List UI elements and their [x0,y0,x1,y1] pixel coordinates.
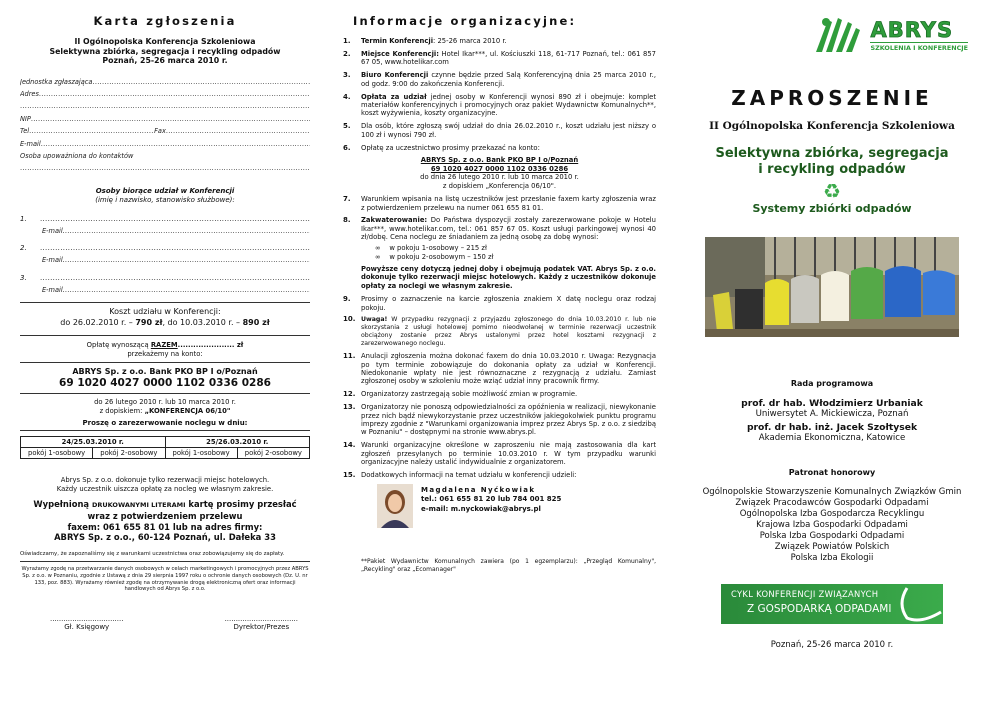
field-contact-person[interactable] [20,148,310,160]
signature-line: ................................. [50,614,124,623]
participant-number: 1. [20,215,27,224]
divider [20,362,310,363]
list-item [343,441,656,466]
item-number: 11. [343,352,356,361]
field-tel-label: Tel [20,127,30,136]
item-label: Zakwaterowanie: [361,216,428,225]
participant-2-email[interactable] [20,252,310,264]
contact-name: Magdalena Nyćkowiak [421,485,536,494]
divider [20,335,310,336]
abrys-logo [684,10,980,60]
recycling-bins-image [705,237,959,337]
item-text [361,37,656,45]
list-item [343,93,656,118]
conference-topic: Selektywna zbiórka, segregacja i recykling odpadów [49,46,281,56]
room-option-cell[interactable]: pokój 1-osobowy [21,448,93,459]
contact-card [343,484,656,528]
item-number: 5. [343,122,351,131]
booking-note-line: Każdy uczestnik uiszcza opłatę za nocleg we własnym zakresie. [56,484,274,493]
item-number: 14. [343,441,356,450]
patron-item: Polska Izba Gospodarki Odpadami [759,531,905,541]
signature-label: Dyrektor/Prezes [233,622,290,631]
participant-1-email[interactable] [20,223,310,235]
payment-section [20,341,310,358]
patronage-title: Patronat honorowy [788,468,876,477]
participants-title: Osoby biorące udział w Konferencji [95,186,235,195]
fax-instructions [20,499,310,542]
bullet-icon: ∞ [375,252,390,261]
conference-name: II Ogólnopolska Konferencja Szkoleniowa [74,37,256,46]
item-number: 7. [343,195,351,204]
contact-phone: tel.: 061 655 81 20 lub 784 001 825 [421,495,562,504]
info-title: Informacje organizacyjne: [353,14,577,28]
signature-accountant[interactable] [50,615,123,631]
contact-photo [377,484,413,528]
deadline-note: „KONFERENCJA 06/10" [144,406,231,415]
hotel-date-header: 24/25.03.2010 r. [21,437,166,448]
patrons-list [684,487,980,564]
table-row [21,448,310,459]
fax-line-4: ABRYS Sp. z o.o., 60-124 Poznań, ul. Dałeka 33 [54,532,276,543]
room-price-item [375,244,656,252]
cost-mid: , do 10.03.2010 r. – [162,317,243,327]
signatures [20,615,310,631]
patron-item: Związek Pracodawców Gospodarki Odpadami [735,498,929,508]
item-number: 15. [343,471,356,480]
divider [20,393,310,394]
topic-line: Selektywna zbiórka, segregacja [715,146,949,161]
list-item [343,403,656,437]
room-option-cell[interactable]: pokój 1-osobowy [165,448,237,459]
item-text: Organizatorzy zastrzegają sobie możliwość zmian w programie. [361,390,578,399]
banner-line-1: CYKL KONFERENCJI ZWIĄZANYCH [731,589,879,599]
bank-account: 69 1020 4027 0000 1102 0336 0286 [59,377,271,390]
field-address-label: Adres [20,89,39,98]
footnote: **Pakiet Wydawnictw Komunalnych zawiera (po 1 egzemplarzu): „Przegląd Komunalny", „Recykling" oraz „Ecomanager" [361,557,656,573]
signature-line: ................................. [224,614,298,623]
fax-line-3: faxem: 061 655 81 01 lub na adres firmy: [67,521,263,532]
cost-amount-late: 890 zł [242,317,270,327]
field-email-label: E-mail [20,139,41,148]
participants-list [20,206,310,294]
form-title: Karta zgłoszenia [93,14,237,28]
contact-details [421,484,561,515]
field-company[interactable] [20,74,310,86]
item-text [361,316,656,347]
patron-item: Związek Powiatów Polskich [774,542,890,552]
list-item [343,195,656,212]
fax-line-1 [20,499,310,511]
booking-request: Proszę o zarezerwowanie noclegu w dniu: [82,419,248,428]
participant-3[interactable] [20,265,310,282]
item-number: 8. [343,216,351,225]
divider [20,430,310,431]
form-conference-info [20,37,310,66]
item-body: jednej osoby w Konferencji wynosi 890 zł i obejmuje: komplet materiałów konferencyjnych i promocyjnych oraz pakiet Wydawnictw Komunalnych**, koszt wyżywienia, koszty organizacyjne. [361,92,657,118]
field-email[interactable] [20,136,310,148]
conference-series-banner [721,584,943,624]
email-label: E-mail [42,256,63,265]
cost-amount-early: 790 zł [135,317,163,327]
list-item [343,50,656,67]
item-label: Miejsce Konferencji: [361,49,439,58]
payment-fill[interactable]: ...................... zł [177,341,244,350]
table-row [21,437,310,448]
info-list [343,37,656,479]
council-member-name: prof. dr hab. inż. Jacek Szołtysek [746,422,918,433]
room-price-text: w pokoju 1-osobowy – 215 zł [389,244,487,253]
item-body: W przypadku rezygnacji z przyjazdu zgłoszonego do dnia 10.03.2010 r. lub nie skorzystania z usługi hotelowej pomimo nieodwołanej w terminie rezerwacji uczestnik obciążony zostanie przez Abrys ustalonymi przez hotel kosztami rezygnacji z zarezerwowanego noclegu. [361,316,656,347]
footer-date: Poznań, 25-26 marca 2010 r. [770,640,894,650]
fax-text: Wypełnioną [33,499,92,510]
fax-caps: DRUKOWANYMI LITERAMI [92,501,186,510]
bank-note: z dopiskiem „Konferencja 06/10". [442,181,557,190]
item-body: Hotel Ikar***, ul. Kościuszki 118, 61-717 Poznań, tel.: 061 857 67 05, www.hotelikar.com [361,49,656,67]
list-item [343,37,656,45]
deadline-line: do 26 lutego 2010 r. lub 10 marca 2010 r. [94,398,236,407]
signature-label: Gł. Księgowy [64,622,110,631]
item-label: Biuro Konferencji [361,71,429,80]
hotel-date-header: 25/26.03.2010 r. [165,437,310,448]
abrys-logo-icon [810,14,864,56]
item-text: Organizatorzy nie ponoszą odpowiedzialności za opóźnienia w realizacji, niewykonanie przez nich bądź niewykorzystanie przez uczestników jakiegokolwiek punktu programu imprezy zgodnie z "Warunkami organizowania imprez przez Abrys Sp. z o.o. z siedzibą w Poznaniu" – dostępnymi na stronie www.abrys.pl. [361,403,656,437]
payment-razem: RAZEM [150,341,178,350]
logo-name: ABRYS [870,18,954,42]
room-option-cell[interactable]: pokój 2-osobowy [237,448,309,459]
item-number: 9. [343,295,351,304]
room-option-cell[interactable]: pokój 2-osobowy [93,448,165,459]
session-title: Systemy zbiórki odpadów [752,202,912,215]
item-text: Anulacji zgłoszenia można dokonać faxem do dnia 10.03.2010 r. Uwaga: Rezygnacja po tym terminie zobowiązuje do dokonania opłaty za udział w Konferencji. Niedokonanie wpłaty nie jest równoznaczne z rezygnacją z udziału. Zamiast zgłoszonej osoby w szkoleniu może wziąć udział inny pracownik firmy. [361,352,656,386]
list-item [343,352,656,386]
item-number: 10. [343,315,356,324]
acknowledgement: Oświadczamy, że zapoznaliśmy się z warunkami uczestnictwa oraz zobowiązujemy się do zapłaty. [20,550,285,557]
item-number: 1. [343,37,351,45]
item-text [361,93,656,118]
program-council [684,398,980,444]
field-fax-label: Fax [154,127,166,136]
council-member-affiliation: Akademia Ekonomiczna, Katowice [758,433,906,443]
bank-details [343,156,656,190]
participant-1[interactable] [20,206,310,223]
divider [20,561,310,562]
item-text [361,71,656,88]
patron-item: Ogólnopolska Izba Gospodarcza Recyklingu [739,509,925,519]
recycling-bins-photo [705,237,959,337]
list-item [343,316,656,347]
banner-line-2: Z GOSPODARKĄ ODPADAMI [747,603,892,615]
item-text: Warunkiem wpisania na listę uczestników jest przesłanie faxem karty zgłoszenia wraz z potwierdzeniem przelewu na numer 061 655 81 01. [361,195,656,212]
participant-2[interactable] [20,235,310,252]
item-text: Warunki organizacyjne określone w zaproszeniu nie mają zastosowania dla kart zgłoszeń przesyłanych po terminie 10.03.2010 r. W tym przypadku warunki organizacyjne należy ustalić indywidualnie z organizatorem. [361,441,656,467]
participants-header [20,187,310,204]
participant-number: 2. [20,244,27,253]
recycle-icon: ♻ [823,179,841,203]
cover-column [676,0,992,701]
vat-note: Powyższe ceny dotyczą jednej doby i obejmują podatek VAT. Abrys Sp. z o.o. dokonuje tylko rezerwacji miejsc hotelowych. Każdy z uczestników dokonuje opłaty za noclegi we własnym zakresie. [361,264,656,290]
email-label: E-mail [42,285,63,294]
booking-note [20,476,310,493]
payment-amount-line [20,341,310,350]
deadline-section [20,398,310,415]
divider [20,302,310,303]
list-item [343,390,656,398]
bank-deadline: do dnia 26 lutego 2010 r. lub 10 marca 2010 r. [420,173,579,182]
item-label: Uwaga! [361,316,388,324]
patron-item: Ogólnopolskie Stowarzyszenie Komunalnych Związków Gmin [702,487,962,497]
participant-3-email[interactable] [20,282,310,294]
registration-form-column [0,0,322,701]
payment-label: Opłatę wynoszącą [86,341,149,350]
list-item [343,295,656,312]
council-member-affiliation: Uniwersytet A. Mickiewicza, Poznań [755,409,909,419]
item-body: : 25-26 marca 2010 r. [433,37,507,45]
cost-prefix: do 26.02.2010 r. – [60,317,136,327]
participants-subtitle: (imię i nazwisko, stanowisko służbowe): [95,195,235,204]
item-number: 4. [343,92,351,101]
conference-topic [684,146,980,178]
list-item [343,216,656,241]
payment-to: przekażemy na konto: [127,349,203,358]
bank-account: 69 1020 4027 0000 1102 0336 0286 [430,164,569,173]
conference-name: II Ogólnopolska Konferencja Szkoleniowa [709,120,955,132]
item-number: 2. [343,49,351,58]
conference-date: Poznań, 25-26 marca 2010 r. [102,56,228,66]
item-text: Dla osób, które zgłoszą swój udział do dnia 26.02.2010 r., koszt udziału jest niższy o 100 zł i wynosi 790 zł. [361,122,656,139]
field-nip[interactable] [20,111,310,123]
item-label: Termin Konferencji [361,37,434,45]
item-text [361,50,656,67]
contact-email[interactable]: e-mail: m.nyckowiak@abrys.pl [421,504,541,513]
field-tel-fax[interactable] [20,123,310,135]
hotel-booking-table [20,436,310,459]
cost-title: Koszt udziału w Konferencji: [109,307,221,317]
item-body: czynne będzie przed Salą Konferencyjną dnia 25 marca 2010 r., od godz. 9:00 do zakończenia Konferencji. [361,71,656,88]
room-prices [343,244,656,261]
council-member-name: prof. dr hab. Włodzimierz Urbaniak [741,398,923,409]
field-contact-label: Osoba upoważniona do kontaktów [20,151,134,160]
patron-item: Krajowa Izba Gospodarki Odpadami [756,520,908,530]
organizational-info-column [333,0,666,701]
room-price-text: w pokoju 2-osobowym – 150 zł [389,252,494,261]
list-item [343,471,656,479]
signature-director[interactable] [225,615,298,631]
field-nip-label: NIP [20,114,31,123]
company-fields [20,74,310,173]
booking-note-line: Abrys Sp. z o.o. dokonuje tylko rezerwacji miejsc hotelowych. [60,476,270,485]
item-number: 13. [343,403,356,412]
item-text: Dodatkowych informacji na temat udziału w konferencji udzieli: [361,471,577,480]
participant-number: 3. [20,273,27,282]
cost-section [20,307,310,328]
patron-item: Polska Izba Ekologii [790,553,874,563]
item-text [361,216,656,241]
item-number: 6. [343,143,351,152]
fax-line-2: wraz z potwierdzeniem przelewu [87,511,243,522]
list-item [343,71,656,88]
bank-name: ABRYS Sp. z o.o. Bank PKO BP I o/Poznań [420,156,579,165]
field-address-2[interactable] [20,99,310,111]
deadline-note-line [20,407,310,415]
logo-subtitle: SZKOLENIA I KONFERENCJE [870,44,968,52]
bullet-icon: ∞ [375,244,390,253]
program-council-title: Rada programowa [790,379,874,388]
item-number: 3. [343,71,351,80]
logo-text-block [870,18,968,52]
person-icon [377,484,413,528]
item-number: 12. [343,390,356,399]
field-company-label: Jednostka zgłaszająca [20,77,93,86]
list-item [343,144,656,152]
item-body: Do Państwa dyspozycji zostały zarezerwowane pokoje w Hotelu Ikar***, www.hotelikar.com, tel.: 061 857 67 05. Koszt usługi parkingowej wynosi 40 zł/dobę. Cena noclegu ze śniadaniem za jedną osobę za dobę wynosi: [361,216,656,242]
deadline-note-prefix: z dopiskiem: [99,406,145,415]
invitation-headline: ZAPROSZENIE [731,86,933,110]
email-label: E-mail [42,226,63,235]
cost-line [20,318,310,329]
item-text: Prosimy o zaznaczenie na karcie zgłoszenia znakiem X datę noclegu oraz rodzaj pokoju. [361,295,656,312]
list-item [343,122,656,139]
topic-line: i recykling odpadów [758,162,906,177]
room-price-item [375,253,656,261]
field-contact-person-line[interactable] [20,161,310,173]
data-consent: Wyrażamy zgodę na przetwarzanie danych osobowych w celach marketingowych i promocyjnych przez ABRYS Sp. z o.o. w Poznaniu, zgodnie z Ustawą z dnia 29 sierpnia 1997 roku o ochronie danych osobowych (Dz. U. nr 133, poz. 883). Wyrażamy również zgodę na otrzymywanie drogą elektroniczną ofert oraz informacji handlowych od Abrys Sp. z o.o. [21,566,309,593]
bank-name: ABRYS Sp. z o.o. Bank PKO BP I o/Poznań [72,367,258,377]
item-label: Opłata za udział [361,92,427,101]
item-text: Opłatę za uczestnictwo prosimy przekazać na konto: [361,143,540,152]
fax-text: kartę prosimy przesłać [185,499,297,510]
field-address[interactable] [20,86,310,98]
